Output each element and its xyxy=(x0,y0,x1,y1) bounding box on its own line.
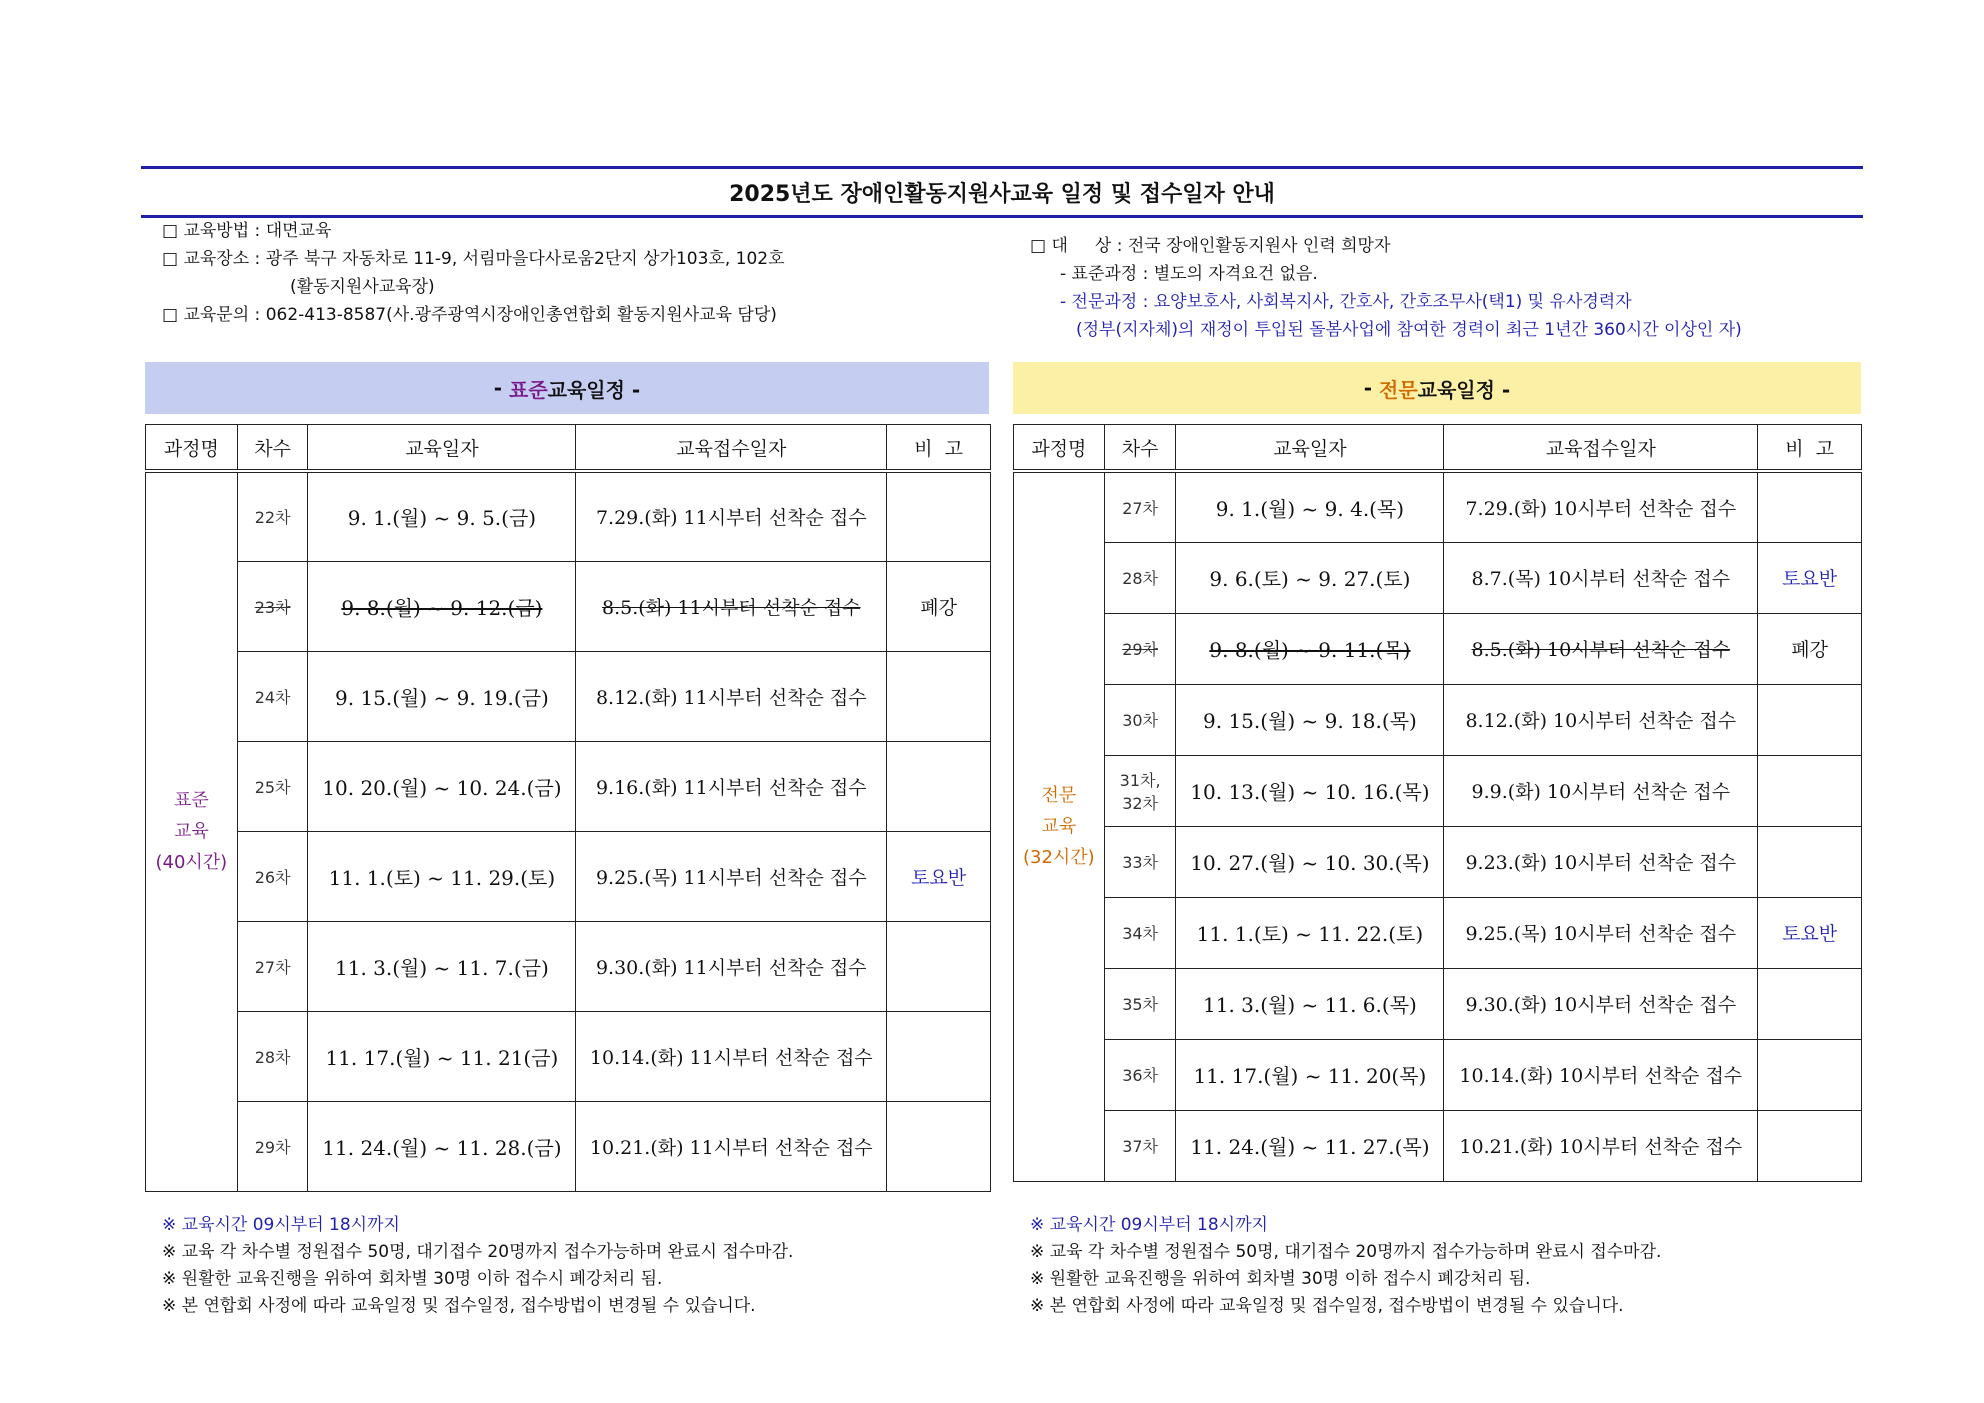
header-note: 비 고 xyxy=(1758,425,1862,472)
registration-cell: 9.30.(화) 11시부터 선착순 접수 xyxy=(576,921,887,1011)
header-course: 과정명 xyxy=(146,425,238,472)
registration-cell: 9.16.(화) 11시부터 선착순 접수 xyxy=(576,741,887,831)
standard-section-colored: 표준 xyxy=(509,377,548,402)
round-cell: 27차 xyxy=(237,921,308,1011)
date-cell: 9. 1.(월) ~ 9. 4.(목) xyxy=(1176,471,1444,542)
expert-schedule-table xyxy=(1013,424,1862,1182)
date-cell: 9. 6.(토) ~ 9. 27.(토) xyxy=(1176,542,1444,613)
course-name-line: 전문 xyxy=(1041,785,1077,807)
table-row xyxy=(1014,613,1862,684)
registration-cell: 9.25.(목) 10시부터 선착순 접수 xyxy=(1444,897,1758,968)
round-cell: 25차 xyxy=(237,741,308,831)
note-cell xyxy=(1758,471,1862,542)
round-cell: 22차 xyxy=(237,471,308,561)
date-cell: 11. 1.(토) ~ 11. 22.(토) xyxy=(1176,897,1444,968)
expert-section-prefix: - xyxy=(1363,376,1380,400)
table-row xyxy=(1014,755,1862,826)
registration-cell: 8.12.(화) 11시부터 선착순 접수 xyxy=(576,651,887,741)
round-cell: 37차 xyxy=(1104,1110,1176,1181)
header-note: 비 고 xyxy=(887,425,991,472)
round-cell: 23차 xyxy=(237,561,308,651)
round-cell: 36차 xyxy=(1104,1039,1176,1110)
footer-note: ※ 원활한 교육진행을 위하여 회차별 30명 이하 접수시 폐강처리 됨. xyxy=(1030,1269,1531,1289)
footer-note: ※ 교육시간 09시부터 18시까지 xyxy=(162,1215,400,1235)
standard-schedule-table xyxy=(145,424,991,1192)
expert-section-colored: 전문 xyxy=(1379,377,1418,402)
note-cell xyxy=(1758,1110,1862,1181)
expert-section-header xyxy=(1013,362,1861,414)
info-contact: □ 교육문의 : 062-413-8587(사.광주광역시장애인총연합회 활동지원사교육 담당) xyxy=(162,305,777,325)
note-cell xyxy=(1758,755,1862,826)
date-cell: 11. 3.(월) ~ 11. 6.(목) xyxy=(1176,968,1444,1039)
registration-cell: 9.25.(목) 11시부터 선착순 접수 xyxy=(576,831,887,921)
course-name-cell xyxy=(146,471,238,1191)
note-cell: 토요반 xyxy=(1758,542,1862,613)
registration-cell: 8.5.(화) 10시부터 선착순 접수 xyxy=(1444,613,1758,684)
table-row xyxy=(146,1101,991,1191)
round-cell: 28차 xyxy=(237,1011,308,1101)
info-method: □ 교육방법 : 대면교육 xyxy=(162,221,332,241)
table-row xyxy=(146,831,991,921)
round-cell: 30차 xyxy=(1104,684,1176,755)
table-row xyxy=(1014,826,1862,897)
page-title-text: 2025년도 장애인활동지원사교육 일정 및 접수일자 안내 xyxy=(729,181,1275,207)
note-cell xyxy=(1758,968,1862,1039)
table-row xyxy=(1014,684,1862,755)
date-cell: 11. 1.(토) ~ 11. 29.(토) xyxy=(308,831,576,921)
note-cell xyxy=(1758,826,1862,897)
table-header-row xyxy=(146,425,991,472)
date-cell: 9. 15.(월) ~ 9. 18.(목) xyxy=(1176,684,1444,755)
registration-cell: 7.29.(화) 11시부터 선착순 접수 xyxy=(576,471,887,561)
info-target: □ 대 상 : 전국 장애인활동지원사 인력 희망자 xyxy=(1030,236,1391,256)
date-cell: 10. 20.(월) ~ 10. 24.(금) xyxy=(308,741,576,831)
footer-note: ※ 본 연합회 사정에 따라 교육일정 및 접수일정, 접수방법이 변경될 수 있습니다. xyxy=(162,1296,756,1316)
info-standard-requirement: - 표준과정 : 별도의 자격요건 없음. xyxy=(1060,264,1318,284)
registration-cell: 8.5.(화) 11시부터 선착순 접수 xyxy=(576,561,887,651)
course-name-cell xyxy=(1014,471,1105,1181)
date-cell: 11. 3.(월) ~ 11. 7.(금) xyxy=(308,921,576,1011)
header-date: 교육일자 xyxy=(1176,425,1444,472)
note-cell: 토요반 xyxy=(887,831,991,921)
note-cell xyxy=(1758,1039,1862,1110)
registration-cell: 8.7.(목) 10시부터 선착순 접수 xyxy=(1444,542,1758,613)
date-cell: 11. 24.(월) ~ 11. 28.(금) xyxy=(308,1101,576,1191)
note-cell: 토요반 xyxy=(1758,897,1862,968)
course-name-line: 교육 xyxy=(1041,816,1077,838)
header-round: 차수 xyxy=(1104,425,1176,472)
note-cell xyxy=(887,651,991,741)
round-cell: 31차, 32차 xyxy=(1104,755,1176,826)
table-row xyxy=(1014,897,1862,968)
registration-cell: 10.21.(화) 11시부터 선착순 접수 xyxy=(576,1101,887,1191)
header-registration: 교육접수일자 xyxy=(576,425,887,472)
round-cell: 35차 xyxy=(1104,968,1176,1039)
registration-cell: 10.21.(화) 10시부터 선착순 접수 xyxy=(1444,1110,1758,1181)
expert-footer-notes xyxy=(1030,1212,1661,1320)
header-round: 차수 xyxy=(237,425,308,472)
date-cell: 10. 27.(월) ~ 10. 30.(목) xyxy=(1176,826,1444,897)
page-title xyxy=(141,166,1863,218)
round-cell: 29차 xyxy=(1104,613,1176,684)
date-cell: 9. 15.(월) ~ 9. 19.(금) xyxy=(308,651,576,741)
round-cell: 28차 xyxy=(1104,542,1176,613)
table-row xyxy=(1014,1110,1862,1181)
standard-footer-notes xyxy=(162,1212,793,1320)
registration-cell: 9.23.(화) 10시부터 선착순 접수 xyxy=(1444,826,1758,897)
info-location-detail: (활동지원사교육장) xyxy=(290,277,435,297)
course-name-line: 표준 xyxy=(173,790,209,812)
course-name-line: (32시간) xyxy=(1022,847,1095,869)
table-row xyxy=(146,651,991,741)
note-cell xyxy=(887,741,991,831)
info-expert-requirement: - 전문과정 : 요양보호사, 사회복지사, 간호사, 간호조무사(택1) 및 유사경력자 xyxy=(1060,292,1632,312)
header-course: 과정명 xyxy=(1014,425,1105,472)
round-cell: 29차 xyxy=(237,1101,308,1191)
standard-section-prefix: - xyxy=(493,376,510,400)
date-cell: 9. 1.(월) ~ 9. 5.(금) xyxy=(308,471,576,561)
table-row xyxy=(146,921,991,1011)
note-cell: 폐강 xyxy=(887,561,991,651)
footer-note: ※ 교육시간 09시부터 18시까지 xyxy=(1030,1215,1268,1235)
date-cell: 11. 17.(월) ~ 11. 20(목) xyxy=(1176,1039,1444,1110)
table-row xyxy=(1014,471,1862,542)
round-cell: 26차 xyxy=(237,831,308,921)
note-cell xyxy=(887,1011,991,1101)
footer-note: ※ 교육 각 차수별 정원접수 50명, 대기접수 20명까지 접수가능하며 완료시 접수마감. xyxy=(162,1242,794,1262)
note-cell xyxy=(1758,684,1862,755)
registration-cell: 8.12.(화) 10시부터 선착순 접수 xyxy=(1444,684,1758,755)
table-row xyxy=(1014,542,1862,613)
note-cell xyxy=(887,921,991,1011)
registration-cell: 7.29.(화) 10시부터 선착순 접수 xyxy=(1444,471,1758,542)
footer-note: ※ 교육 각 차수별 정원접수 50명, 대기접수 20명까지 접수가능하며 완료시 접수마감. xyxy=(1030,1242,1662,1262)
date-cell: 9. 8.(월) ~ 9. 11.(목) xyxy=(1176,613,1444,684)
table-row xyxy=(146,1011,991,1101)
expert-section-rest: 교육일정 - xyxy=(1417,377,1511,402)
standard-section-header xyxy=(145,362,989,414)
date-cell: 10. 13.(월) ~ 10. 16.(목) xyxy=(1176,755,1444,826)
registration-cell: 9.9.(화) 10시부터 선착순 접수 xyxy=(1444,755,1758,826)
round-cell: 27차 xyxy=(1104,471,1176,542)
date-cell: 11. 24.(월) ~ 11. 27.(목) xyxy=(1176,1110,1444,1181)
note-cell xyxy=(887,1101,991,1191)
header-registration: 교육접수일자 xyxy=(1444,425,1758,472)
round-cell: 34차 xyxy=(1104,897,1176,968)
round-cell: 33차 xyxy=(1104,826,1176,897)
registration-cell: 9.30.(화) 10시부터 선착순 접수 xyxy=(1444,968,1758,1039)
table-row xyxy=(146,741,991,831)
standard-section-rest: 교육일정 - xyxy=(547,377,641,402)
footer-note: ※ 본 연합회 사정에 따라 교육일정 및 접수일정, 접수방법이 변경될 수 있습니다. xyxy=(1030,1296,1624,1316)
header-date: 교육일자 xyxy=(308,425,576,472)
registration-cell: 10.14.(화) 11시부터 선착순 접수 xyxy=(576,1011,887,1101)
info-left xyxy=(162,217,785,329)
info-expert-note: (정부(지자체)의 재정이 투입된 돌봄사업에 참여한 경력이 최근 1년간 360시간 이상인 자) xyxy=(1076,320,1742,340)
table-row xyxy=(1014,1039,1862,1110)
date-cell: 9. 8.(월) ~ 9. 12.(금) xyxy=(308,561,576,651)
round-cell: 24차 xyxy=(237,651,308,741)
note-cell: 폐강 xyxy=(1758,613,1862,684)
registration-cell: 10.14.(화) 10시부터 선착순 접수 xyxy=(1444,1039,1758,1110)
course-name-line: (40시간) xyxy=(155,852,228,874)
info-right xyxy=(1030,232,1742,344)
date-cell: 11. 17.(월) ~ 11. 21(금) xyxy=(308,1011,576,1101)
table-row xyxy=(146,471,991,561)
info-location: □ 교육장소 : 광주 북구 자동차로 11-9, 서림마을다사로움2단지 상가103호, 102호 xyxy=(162,249,785,269)
table-header-row xyxy=(1014,425,1862,472)
footer-note: ※ 원활한 교육진행을 위하여 회차별 30명 이하 접수시 폐강처리 됨. xyxy=(162,1269,663,1289)
course-name-line: 교육 xyxy=(173,821,209,843)
table-row xyxy=(1014,968,1862,1039)
table-row xyxy=(146,561,991,651)
note-cell xyxy=(887,471,991,561)
